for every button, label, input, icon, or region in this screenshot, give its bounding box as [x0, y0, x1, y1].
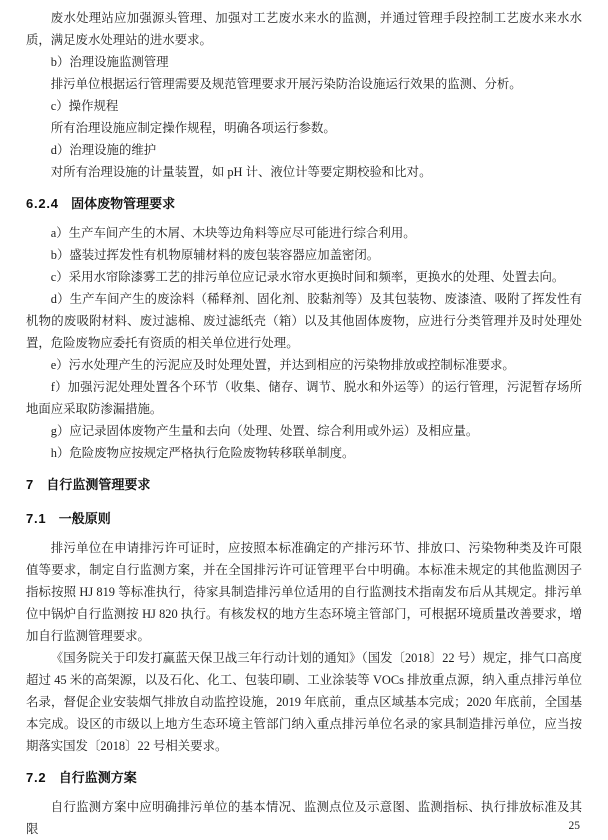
list-item-b-treatment-monitoring: b）治理设施监测管理 [50, 55, 169, 69]
paragraph-wastewater-station: 废水处理站应加强源头管理、加强对工艺废水来水的监测，并通过管理手段控制工艺废水来水水质，满足废水处理站的进水要求。 [26, 11, 582, 47]
list-item-g-solid-waste-records: g）应记录固体废物产生量和去向（处理、处置、综合利用或外运）及相应量。 [50, 424, 479, 438]
list-item-c-operating-procedures: c）操作规程 [50, 99, 119, 113]
chapter-number: 7 [26, 477, 35, 492]
section-title: 一般原则 [58, 511, 111, 526]
section-number: 7.1 [26, 511, 47, 526]
paragraph-monitoring-plan: 自行监测方案中应明确排污单位的基本情况、监测点位及示意图、监测指标、执行排放标准及其限 [26, 800, 582, 836]
section-number: 6.2.4 [26, 196, 59, 211]
section-heading-6-2-4 [26, 195, 582, 213]
paragraph-operator-monitoring: 排污单位根据运行管理需要及规范管理要求开展污染防治设施运行效果的监测、分析。 [50, 77, 522, 91]
page-number: 25 [568, 820, 580, 832]
list-item-f-sludge-management: f）加强污泥处理处置各个环节（收集、储存、调节、脱水和外运等）的运行管理，污泥暂存场所地面应采取防渗漏措施。 [26, 380, 582, 416]
list-item-b-packaging-containers: b）盛装过挥发性有机物原辅材料的废包装容器应加盖密闭。 [50, 248, 380, 262]
section-title: 固体废物管理要求 [71, 196, 176, 211]
paragraph-operating-procedures: 所有治理设施应制定操作规程，明确各项运行参数。 [50, 121, 336, 135]
list-item-e-sludge-treatment: e）污水处理产生的污泥应及时处理处置，并达到相应的污染物排放或控制标准要求。 [50, 358, 515, 372]
paragraph-metering-devices: 对所有治理设施的计量装置，如 pH 计、液位计等要定期校验和比对。 [50, 165, 432, 179]
list-item-a-wood-scraps: a）生产车间产生的木屑、木块等边角料等应尽可能进行综合利用。 [50, 226, 416, 240]
list-item-c-water-curtain: c）采用水帘除漆雾工艺的排污单位应记录水帘水更换时间和频率，更换水的处理、处置去向。 [50, 270, 565, 284]
list-item-d-waste-coatings: d）生产车间产生的废涂料（稀释剂、固化剂、胶黏剂等）及其包装物、废漆渣、吸附了挥发性有机物的废吸附材料、废过滤棉、废过滤纸壳（箱）以及其他固体废物，应进行分类管理并及时处理处置，危险废物应委托有资质的相关单位进行处理。 [26, 292, 582, 350]
paragraph-state-council-notice: 《国务院关于印发打赢蓝天保卫战三年行动计划的通知》（国发〔2018〕22 号）规定，排气口高度超过 45 米的高架源，以及石化、化工、包装印刷、工业涂装等 VOCs 排放重点源，纳入重点排污单位名录，督促企业安装烟气排放自动监控设施，2019 年底前，重点区域基本完成；2020 年底前，全国基本完成。设区的市级以上地方生态环境主管部门纳入重点排污单位名录的家具制造排污单位，应当按期落实国发〔2018〕22 号相关要求。 [26, 651, 582, 753]
section-heading-7-1 [26, 510, 582, 528]
chapter-title: 自行监测管理要求 [46, 477, 151, 492]
section-heading-7-2 [26, 769, 582, 787]
section-number: 7.2 [26, 770, 47, 785]
paragraph-self-monitoring-general: 排污单位在申请排污许可证时，应按照本标准确定的产排污环节、排放口、污染物种类及许可限值等要求，制定自行监测方案，并在全国排污许可证管理平台中明确。本标准未规定的其他监测因子指标按照 HJ 819 等标准执行，待家具制造排污单位适用的自行监测技术指南发布后从其规定。排污单位中锅炉自行监测按 HJ 820 执行。有核发权的地方生态环境主管部门，可根据环境质量改善要求，增加自行监测管理要求。 [26, 541, 582, 643]
list-item-h-hazardous-waste: h）危险废物应按规定严格执行危险废物转移联单制度。 [50, 446, 355, 460]
list-item-d-facility-maintenance: d）治理设施的维护 [50, 143, 157, 157]
section-title: 自行监测方案 [58, 770, 137, 785]
chapter-heading-7 [26, 476, 582, 494]
